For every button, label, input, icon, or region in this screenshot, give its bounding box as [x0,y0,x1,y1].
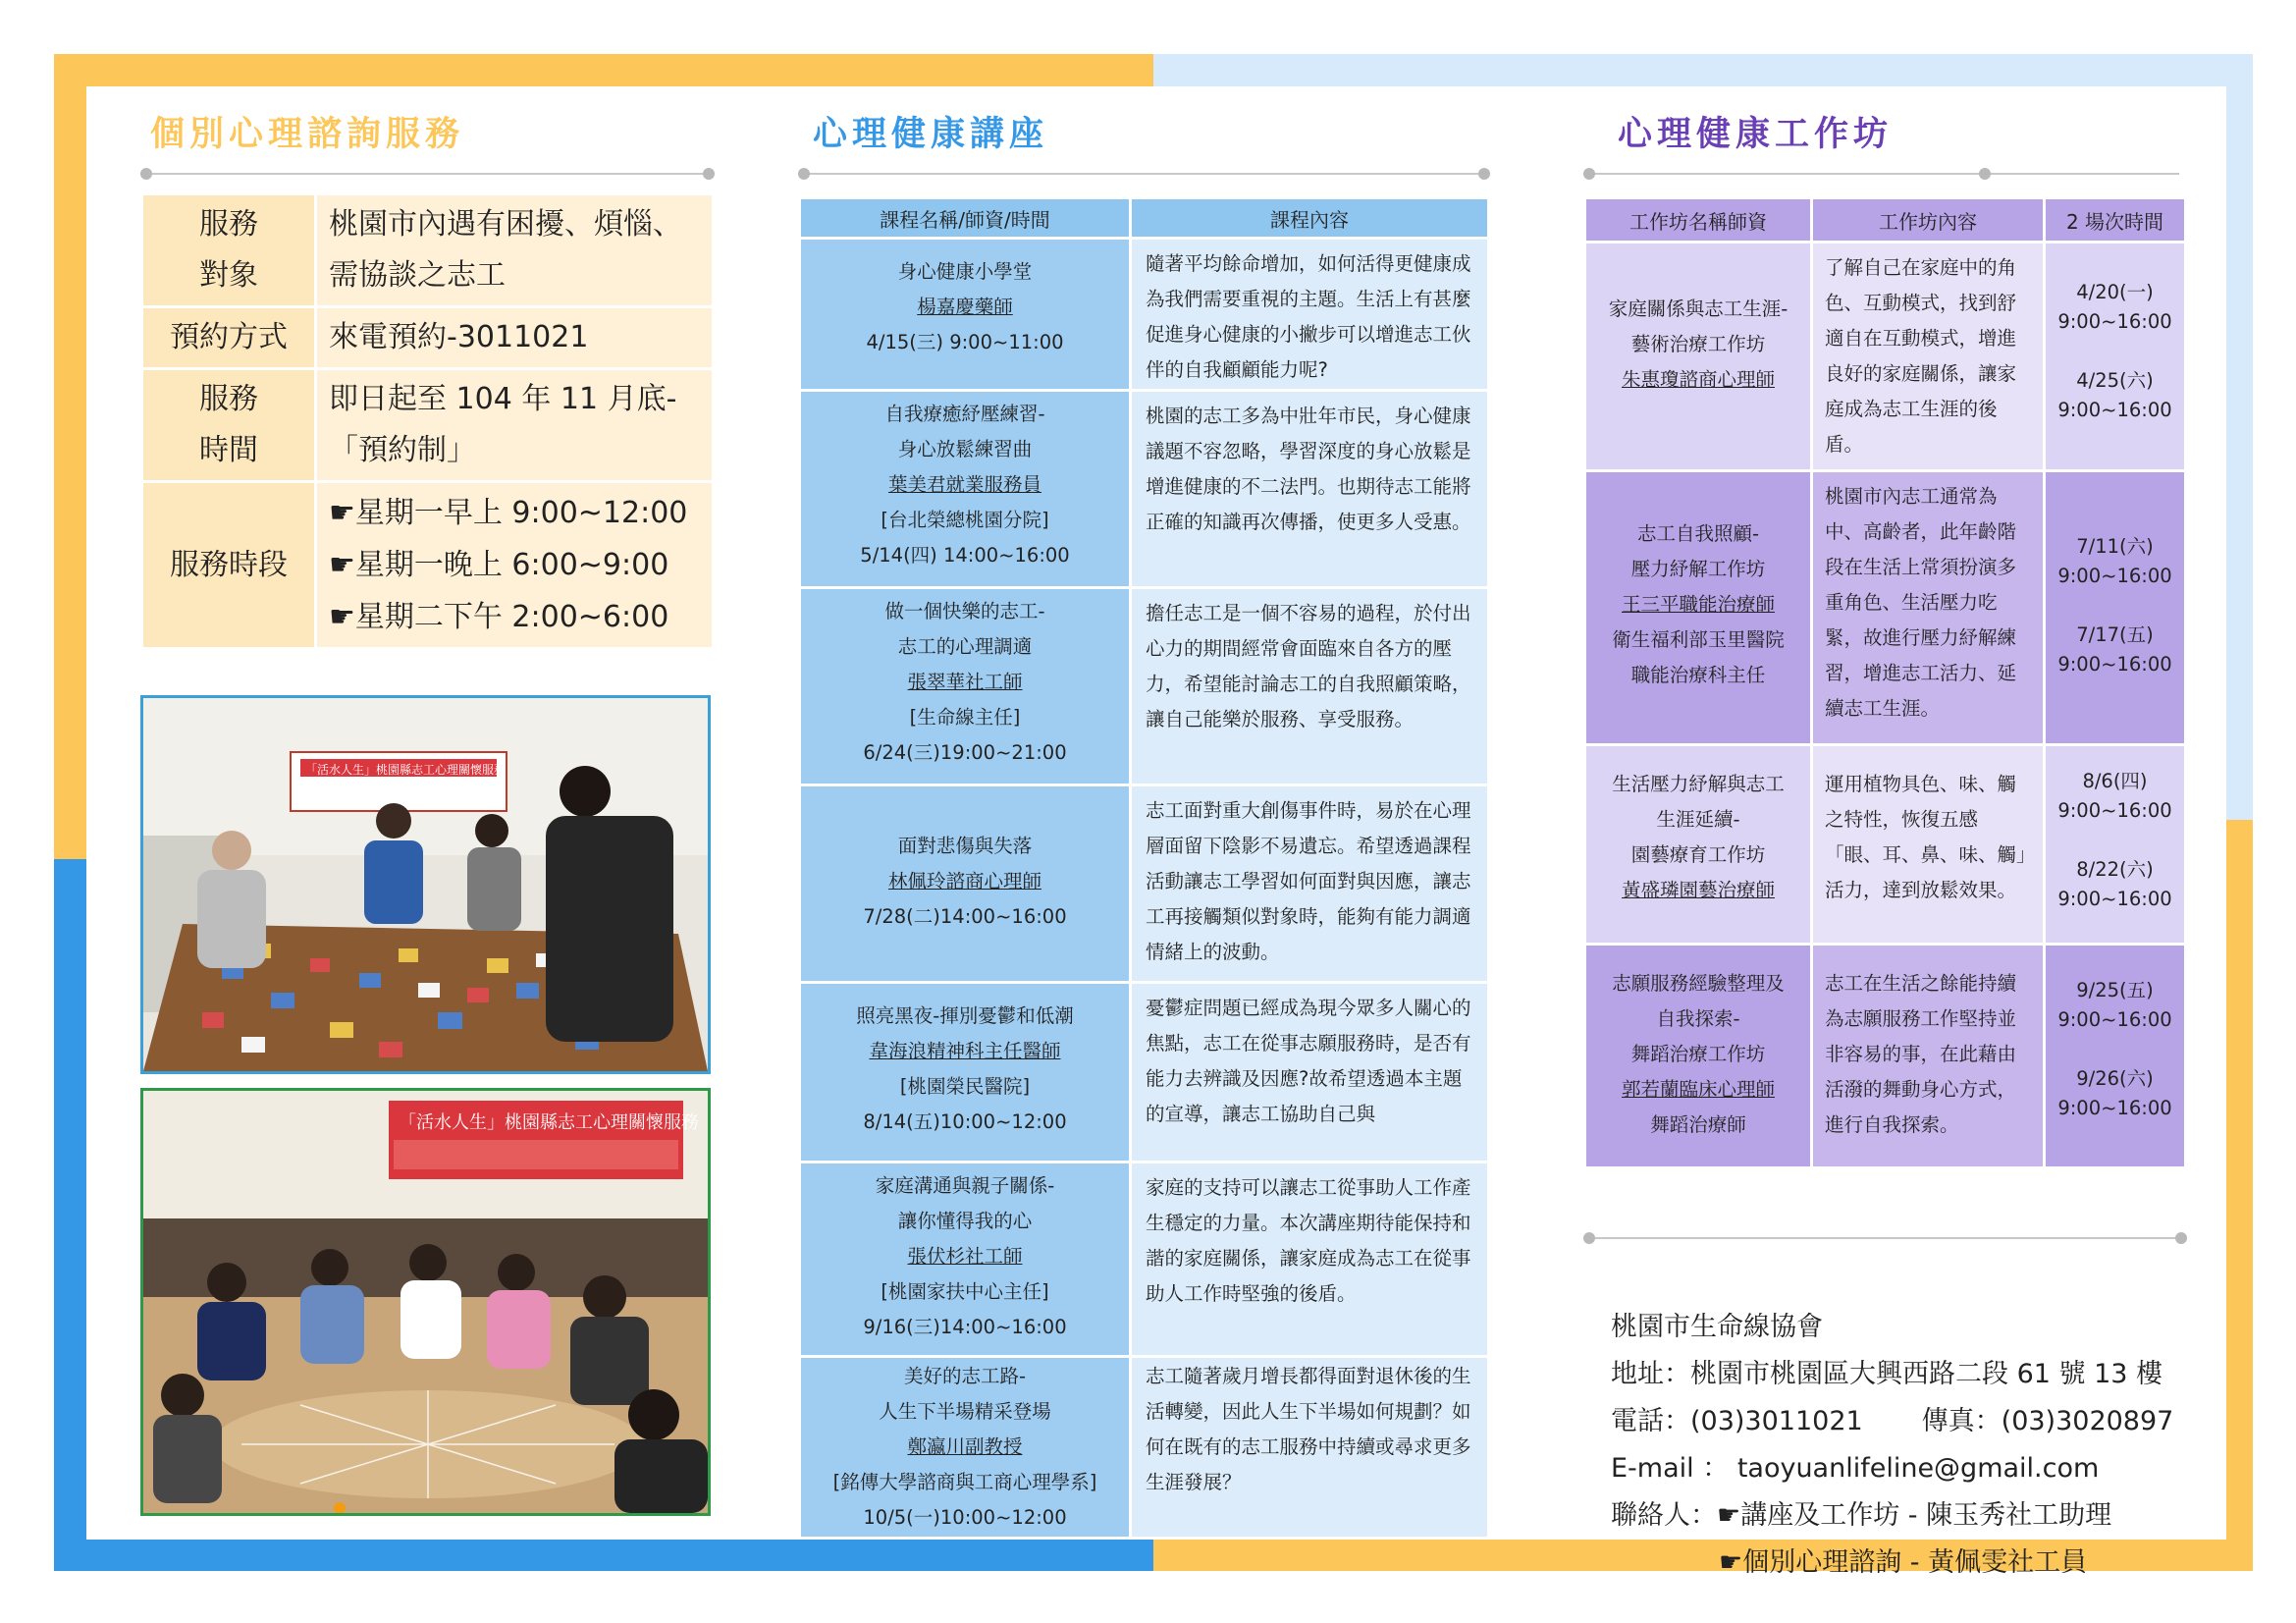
photo2-banner-text: 「活水人生」桃園縣志工心理關懷服務 [399,1112,699,1133]
lecture-5-content: 憂鬱症問題已經成為現今眾多人關心的焦點，志工在從事志願服務時，是否有能力去辨識及因應?故希望透過本主題的宣導，讓志工協助自己與 [1132,984,1487,1161]
org-contact-2: ☛個別心理諮詢 - 黃佩雯社工員 [1719,1547,2088,1578]
workshop-4-info: 志願服務經驗整理及 自我探索- 舞蹈治療工作坊 郭若蘭臨床心理師 舞蹈治療師 [1586,946,1810,1166]
lecture-1-title: 身心健康小學堂 [897,260,1033,283]
lecture-6-subtitle: 讓你懂得我的心 [897,1210,1033,1232]
booking-method-value: 來電預約-3011021 [317,308,712,367]
lecture-5-speaker: 韋海浪精神科主任醫師 [869,1040,1061,1062]
lecture-2-title: 自我療癒紓壓練習- [884,403,1045,425]
service-target-value: 桃園市內遇有困擾、煩惱、 需協談之志工 [317,195,712,305]
table-row [1586,472,2184,743]
lecture-2-subtitle: 身心放鬆練習曲 [897,438,1033,460]
lecture-4-title: 面對悲傷與失落 [897,835,1033,857]
lecture-5-time: 8/14(五)10:00~12:00 [863,1110,1067,1133]
table-row [801,589,1487,784]
table-row [801,786,1487,981]
table-row [1586,946,2184,1166]
workshop-4-times: 9/25(五) 9:00~16:00 9/26(六) 9:00~16:00 [2046,946,2184,1166]
lecture-2-affiliation: [台北榮總桃園分院] [881,509,1049,531]
service-slots-key: 服務時段 [143,483,314,647]
lecture-4-time: 7/28(二)14:00~16:00 [863,905,1067,928]
table-row [1586,243,2184,469]
service-column [140,86,715,1133]
table-row [801,1163,1487,1355]
workshop-3-content: 運用植物具色、味、觸之特性，恢復五感「眼、耳、鼻、味、觸」活力，達到放鬆效果。 [1813,746,2043,943]
table-row [801,240,1487,389]
frame-top-orange [54,54,1153,86]
lecture-7-title: 美好的志工路- [903,1365,1027,1387]
brochure-content [86,86,2226,1578]
workshops-column [1583,86,2187,1578]
lecture-1-speaker: 楊嘉慶藥師 [917,296,1013,318]
lecture-7-content: 志工隨著歲月增長都得面對退休後的生活轉變，因此人生下半場如何規劃？如何在既有的志工服務中持續或尋求更多生涯發展？ [1132,1358,1487,1537]
service-target-key: 服務 對象 [143,195,314,305]
lecture-5-title: 照亮黑夜-揮別憂鬱和低潮 [856,1004,1074,1027]
workshops-title-rule [1583,165,2187,183]
workshops-header-content: 工作坊內容 [1813,199,2043,241]
workshop-photo-circle [140,1088,711,1516]
workshop-photo-table [140,695,711,1074]
lecture-2-time: 5/14(四) 14:00~16:00 [860,544,1070,567]
lectures-title: 心理健康講座 [813,115,1049,154]
workshop-3-times: 8/6(四) 9:00~16:00 8/22(六) 9:00~16:00 [2046,746,2184,943]
lecture-6-speaker: 張伏杉社工師 [907,1245,1023,1268]
lecture-4-speaker: 林佩玲諮商心理師 [887,870,1041,893]
lectures-table [798,196,1490,1540]
workshop-1-times: 4/20(一) 9:00~16:00 4/25(六) 9:00~16:00 [2046,243,2184,469]
lecture-3-speaker: 張翠華社工師 [907,671,1023,693]
workshop-4-content: 志工在生活之餘能持續為志願服務工作堅持並非容易的事，在此藉由活潑的舞動身心方式，進行自我探索。 [1813,946,2043,1166]
photo1-banner-text: 「活水人生」桃園縣志工心理關懷服務 [305,763,507,777]
org-phone-fax [1611,1398,2200,1445]
lecture-5-info [801,984,1129,1161]
lecture-2-info [801,392,1129,586]
lecture-7-time: 10/5(一)10:00~12:00 [863,1506,1067,1529]
lecture-4-content: 志工面對重大創傷事件時，易於在心理層面留下陰影不易遺忘。希望透過課程活動讓志工學習如何面對與因應，讓志工再接觸類似對象時，能夠有能力調適情緒上的波動。 [1132,786,1487,981]
lecture-3-title: 做一個快樂的志工- [884,600,1045,622]
lecture-4-info [801,786,1129,981]
table-row [801,984,1487,1161]
service-title: 個別心理諮詢服務 [150,115,465,154]
workshops-title: 心理健康工作坊 [1618,115,1894,154]
lecture-3-content: 擔任志工是一個不容易的過程，於付出心力的期間經常會面臨來自各方的壓力，希望能討論志工的自我照顧策略，讓自己能樂於服務、享受服務。 [1132,589,1487,784]
lecture-3-affiliation: [生命線主任] [909,706,1021,729]
lecture-7-affiliation: [銘傳大學諮商與工商心理學系] [832,1471,1097,1493]
org-rule [1583,1229,2187,1247]
service-table [140,192,715,650]
lecture-7-subtitle: 人生下半場精采登場 [879,1400,1051,1423]
org-phone: 電話：(03)3011021 [1611,1406,1863,1436]
lectures-title-rule [798,165,1490,183]
workshop-2-times: 7/11(六) 9:00~16:00 7/17(五) 9:00~16:00 [2046,472,2184,743]
org-email[interactable]: E-mail ： taoyuanlifeline@gmail.com [1611,1453,2100,1484]
booking-method-key: 預約方式 [143,308,314,367]
workshop-1-content: 了解自己在家庭中的角色、互動模式，找到舒適自在互動模式，增進良好的家庭關係，讓家庭成為志工生涯的後盾。 [1813,243,2043,469]
org-address: 地址：桃園市桃園區大興西路二段 61 號 13 樓 [1611,1359,2163,1389]
lecture-2-speaker: 葉美君就業服務員 [887,473,1041,496]
service-slots-value: ☛星期一早上 9:00~12:00 ☛星期一晚上 6:00~9:00 ☛星期二下午 2:00~6:00 [317,483,712,647]
service-period-value: 即日起至 104 年 11 月底- 「預約制」 [317,370,712,480]
workshop-2-content: 桃園市內志工通常為中、高齡者，此年齡階段在生活上常須扮演多重角色、生活壓力吃緊，故進行壓力紓解練習，增進志工活力、延續志工生涯。 [1813,472,2043,743]
workshops-table [1583,196,2187,1169]
table-row [801,1358,1487,1537]
lecture-1-time: 4/15(三) 9:00~11:00 [866,331,1064,353]
service-period-key: 服務 時間 [143,370,314,480]
lecture-7-speaker: 鄭瀛川副教授 [907,1435,1023,1458]
organization-info [1611,1304,2200,1587]
lecture-6-affiliation: [桃園家扶中心主任] [881,1280,1049,1303]
org-contact-1: 聯絡人：☛講座及工作坊 - 陳玉秀社工助理 [1611,1500,2112,1531]
workshops-header-times: 2 場次時間 [2046,199,2184,241]
workshop-1-info: 家庭關係與志工生涯- 藝術治療工作坊 朱惠瓊諮商心理師 [1586,243,1810,469]
lecture-3-time: 6/24(三)19:00~21:00 [863,741,1067,764]
org-name: 桃園市生命線協會 [1611,1312,1823,1342]
frame-left-orange [54,54,86,859]
lectures-column [798,86,1490,1540]
lecture-6-title: 家庭溝通與親子關係- [875,1174,1055,1197]
lecture-6-info [801,1163,1129,1355]
lecture-6-content: 家庭的支持可以讓志工從事助人工作產生穩定的力量。本次講座期待能保持和諧的家庭關係，讓家庭成為志工在從事助人工作時堅強的後盾。 [1132,1163,1487,1355]
lecture-1-info [801,240,1129,389]
lecture-3-subtitle: 志工的心理調適 [897,635,1033,658]
lecture-5-affiliation: [桃園榮民醫院] [899,1075,1031,1098]
workshops-header-name: 工作坊名稱師資 [1586,199,1810,241]
frame-top-paleblue [1153,54,2253,86]
table-row [801,392,1487,586]
frame-left-blue [54,859,86,1571]
lecture-1-content: 隨著平均餘命增加，如何活得更健康成為我們需要重視的主題。生活上有甚麼促進身心健康的小撇步可以增進志工伙伴的自我顧顧能力呢? [1132,240,1487,389]
lecture-7-info [801,1358,1129,1537]
lecture-3-info [801,589,1129,784]
lecture-6-time: 9/16(三)14:00~16:00 [863,1316,1067,1338]
lectures-header-name: 課程名稱/師資/時間 [801,199,1129,237]
workshop-3-info: 生活壓力紓解與志工 生涯延續- 園藝療育工作坊 黃盛璘園藝治療師 [1586,746,1810,943]
frame-bottom-blue [54,1539,1153,1571]
lecture-2-content: 桃園的志工多為中壯年市民，身心健康議題不容忽略，學習深度的身心放鬆是增進健康的不二法門。也期待志工能將正確的知識再次傳播，使更多人受惠。 [1132,392,1487,586]
workshop-2-info: 志工自我照顧- 壓力紓解工作坊 王三平職能治療師 衛生福利部玉里醫院 職能治療科主任 [1586,472,1810,743]
service-title-rule [140,165,715,183]
table-row [1586,746,2184,943]
lectures-header-content: 課程內容 [1132,199,1487,237]
org-fax: 傳真：(03)3020897 [1921,1406,2174,1436]
